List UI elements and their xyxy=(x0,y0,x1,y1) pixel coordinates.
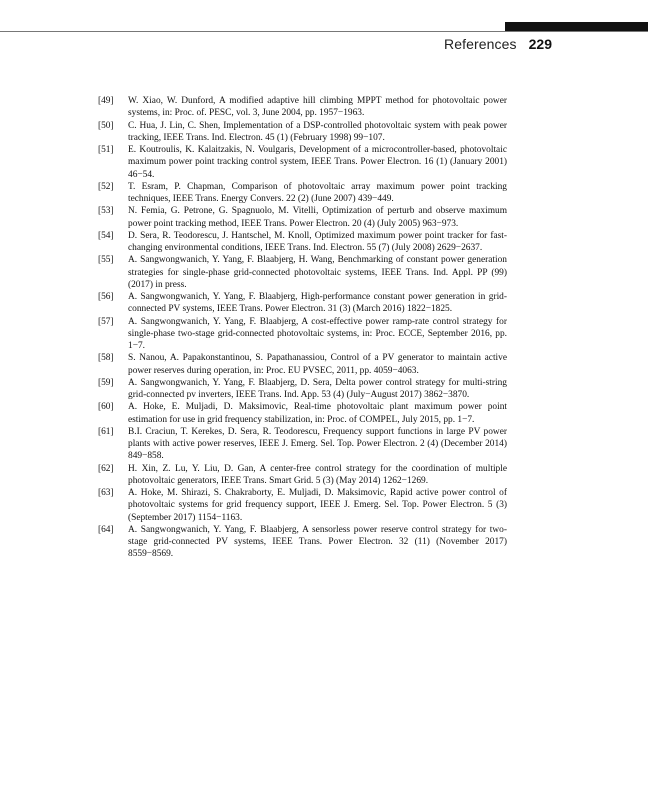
reference-label: [64] xyxy=(98,524,114,535)
reference-text: N. Femia, G. Petrone, G. Spagnuolo, M. Vitelli, Optimization of perturb and observe maximum power point tracking method, IEEE Trans. Power Electron. 20 (4) (July 2005) 963−973. xyxy=(128,206,507,229)
reference-text: A. Hoke, M. Shirazi, S. Chakraborty, E. Muljadi, D. Maksimovic, Rapid active power control of photovoltaic systems for grid frequency support, IEEE J. Emerg. Sel. Top. Power Electron. 5 (3) (September 2017) 1154−1163. xyxy=(128,488,507,523)
reference-text: T. Esram, P. Chapman, Comparison of photovoltaic array maximum power point tracking techniques, IEEE Trans. Energy Convers. 22 (2) (June 2007) 439−449. xyxy=(128,181,507,204)
reference-label: [61] xyxy=(98,426,114,437)
header-rule xyxy=(0,31,648,32)
reference-list xyxy=(98,95,507,561)
running-head xyxy=(444,36,552,52)
reference-text: D. Sera, R. Teodorescu, J. Hantschel, M. Knoll, Optimized maximum power point tracker for fast-changing environmental conditions, IEEE Trans. Ind. Electron. 55 (7) (July 2008) 2629−2637. xyxy=(128,230,507,253)
reference-item xyxy=(98,352,507,377)
reference-item xyxy=(98,144,507,181)
reference-item xyxy=(98,205,507,230)
reference-label: [57] xyxy=(98,316,114,327)
reference-text: C. Hua, J. Lin, C. Shen, Implementation of a DSP-controlled photovoltaic system with peak power tracking, IEEE Trans. Ind. Electron. 45 (1) (February 1998) 99−107. xyxy=(128,120,507,143)
page-number: 229 xyxy=(528,36,552,52)
reference-item xyxy=(98,120,507,145)
reference-label: [58] xyxy=(98,353,114,364)
reference-label: [50] xyxy=(98,120,114,131)
reference-label: [51] xyxy=(98,145,114,155)
header-accent-bar xyxy=(505,22,648,31)
reference-label: [60] xyxy=(98,402,114,413)
reference-text: A. Sangwongwanich, Y. Yang, F. Blaabjerg, A cost-effective power ramp-rate control strategy for single-phase two-stage grid-connected photovoltaic systems, in: Proc. ECCE, September 2016, pp. 1−7. xyxy=(128,316,507,351)
reference-label: [62] xyxy=(98,463,114,474)
reference-item xyxy=(98,291,507,316)
reference-label: [56] xyxy=(98,292,114,302)
reference-text: E. Koutroulis, K. Kalaitzakis, N. Voulgaris, Development of a microcontroller-based, photovoltaic maximum power point tracking control system, IEEE Trans. Power Electron. 16 (1) (January 2001) 46−54. xyxy=(128,145,507,180)
reference-item xyxy=(98,463,507,488)
reference-text: H. Xin, Z. Lu, Y. Liu, D. Gan, A center-free control strategy for the coordination of multiple photovoltaic generators, IEEE Trans. Smart Grid. 5 (3) (May 2014) 1262−1269. xyxy=(128,463,507,486)
reference-item xyxy=(98,524,507,561)
reference-item xyxy=(98,426,507,463)
reference-text: A. Sangwongwanich, Y. Yang, F. Blaabjerg, High-performance constant power generation in grid-connected PV systems, IEEE Trans. Power Electron. 31 (3) (March 2016) 1822−1825. xyxy=(128,292,507,315)
reference-text: A. Sangwongwanich, Y. Yang, F. Blaabjerg, A sensorless power reserve control strategy for two-stage grid-connected PV systems, IEEE Trans. Power Electron. 32 (11) (November 2017) 8559−8569. xyxy=(128,524,507,560)
section-title: References xyxy=(444,36,517,52)
reference-label: [49] xyxy=(98,96,114,106)
reference-text: W. Xiao, W. Dunford, A modified adaptive hill climbing MPPT method for photovoltaic power systems, in: Proc. of. PESC, vol. 3, June 2004, pp. 1957−1963. xyxy=(128,96,507,119)
reference-item xyxy=(98,95,507,120)
reference-item xyxy=(98,181,507,206)
reference-item xyxy=(98,230,507,255)
reference-text: S. Nanou, A. Papakonstantinou, S. Papathanassiou, Control of a PV generator to maintain active power reserves during operation, in: Proc. EU PVSEC, 2011, pp. 4059−4063. xyxy=(128,353,507,376)
reference-text: A. Sangwongwanich, Y. Yang, F. Blaabjerg, H. Wang, Benchmarking of constant power generation strategies for single-phase grid-connected photovoltaic systems, IEEE Trans. Ind. Appl. PP (99) (2017) in press. xyxy=(128,255,507,290)
reference-label: [53] xyxy=(98,206,114,217)
reference-item xyxy=(98,401,507,426)
reference-text: B.I. Craciun, T. Kerekes, D. Sera, R. Teodorescu, Frequency support functions in large PV power plants with active power reserves, IEEE J. Emerg. Sel. Top. Power Electron. 2 (4) (December 2014) 849−858. xyxy=(128,426,507,462)
reference-label: [52] xyxy=(98,181,114,192)
reference-text: A. Sangwongwanich, Y. Yang, F. Blaabjerg, D. Sera, Delta power control strategy for multi-string grid-connected pv inverters, IEEE Trans. Ind. App. 53 (4) (July−August 2017) 3862−3870. xyxy=(128,377,507,400)
reference-label: [63] xyxy=(98,488,114,498)
reference-label: [55] xyxy=(98,255,114,266)
reference-item xyxy=(98,254,507,291)
reference-text: A. Hoke, E. Muljadi, D. Maksimovic, Real-time photovoltaic plant maximum power point estimation for use in grid frequency stabilization, in: Proc. of COMPEL, July 2015, pp. 1−7. xyxy=(128,402,507,425)
reference-item xyxy=(98,377,507,402)
reference-label: [54] xyxy=(98,230,114,241)
reference-label: [59] xyxy=(98,377,114,388)
reference-item xyxy=(98,316,507,353)
reference-item xyxy=(98,487,507,524)
